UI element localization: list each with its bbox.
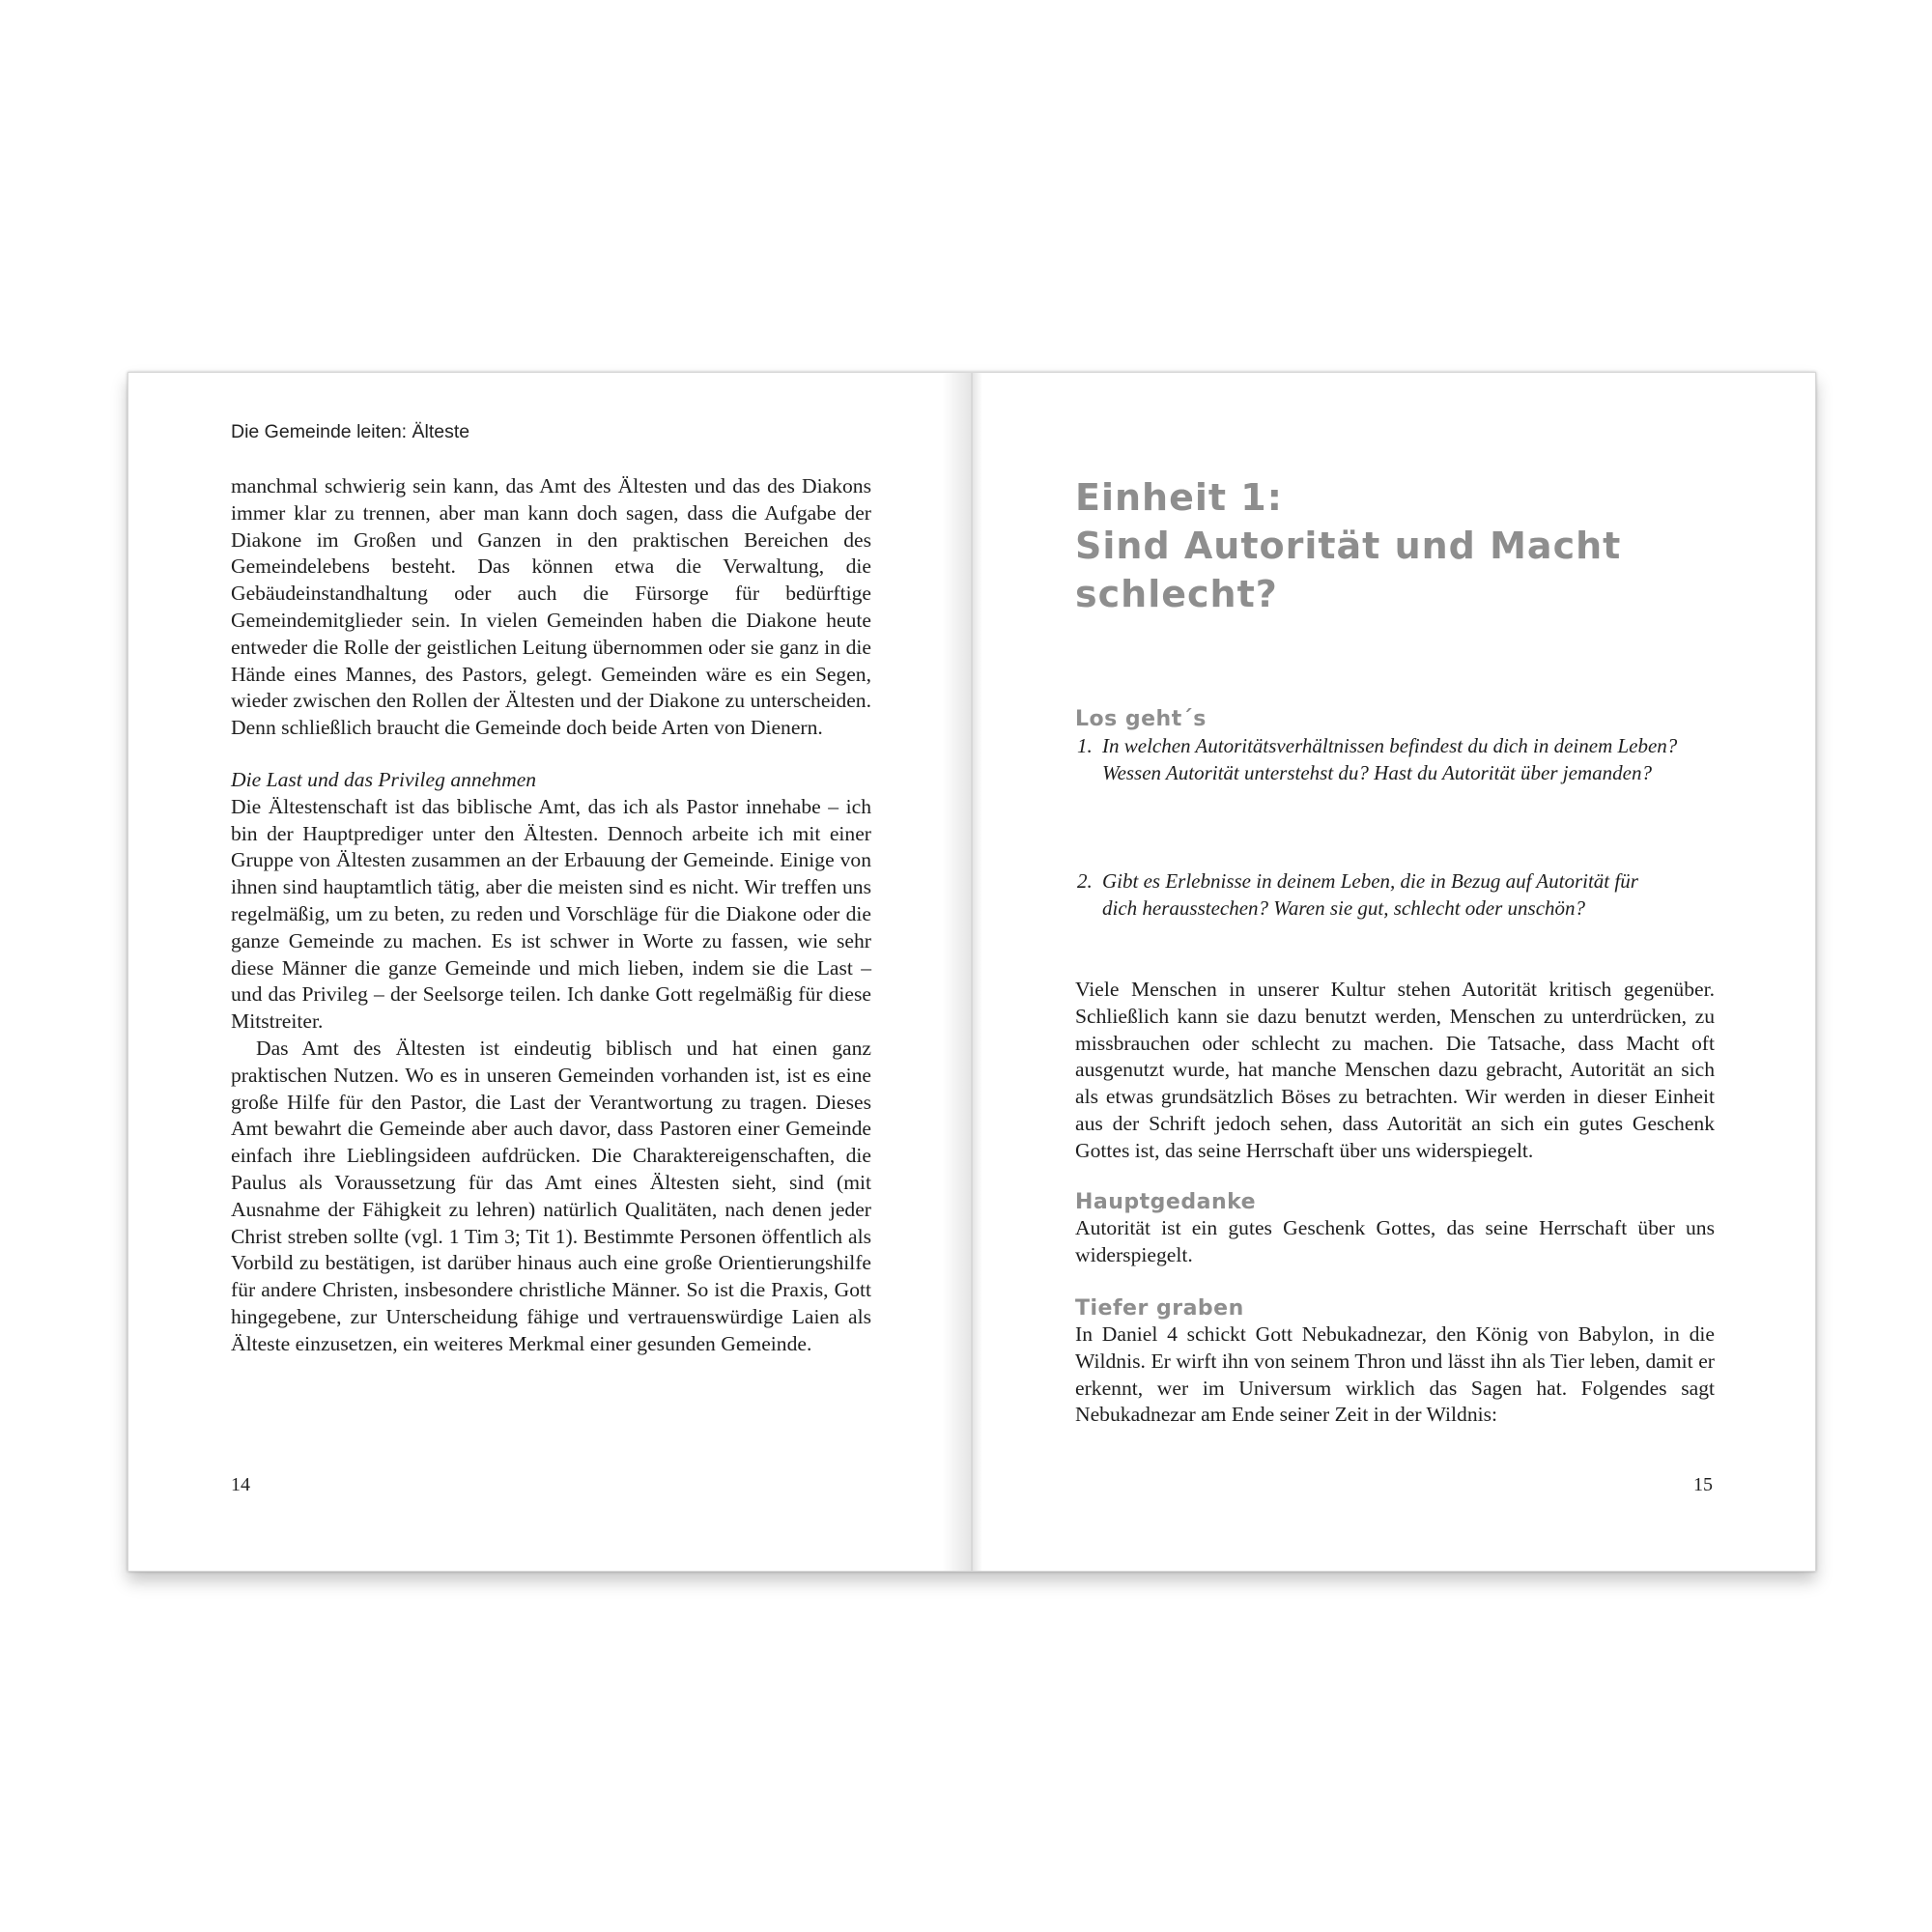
section-heading: Hauptgedanke	[1075, 1190, 1257, 1214]
question-list	[1075, 732, 1715, 922]
book-spread	[128, 372, 1816, 1572]
section-heading: Tiefer graben	[1075, 1296, 1244, 1321]
question-text: dich herausstechen? Waren sie gut, schlecht oder unschön?	[1102, 896, 1586, 920]
gutter-shadow	[942, 373, 971, 1571]
right-page	[972, 372, 1816, 1572]
page-number: 15	[1693, 1474, 1713, 1495]
paragraph: Die Ältestenschaft ist das biblische Amt, das ich als Pastor innehabe – ich bin der Hauptprediger unter den Ältesten. Dennoch arbeite ich mit einer Gruppe von Ältesten zusammen an der Erbauung der Gemeinde. Einige von ihnen sind hauptamtlich tätig, aber die meisten sind es nicht. Wir treffen uns regelmäßig, um zu beten, zu reden und Vorschläge für die Diakone oder die ganze Gemeinde zu machen. Es ist schwer in Worte zu fassen, wie sehr diese Männer die ganze Gemeinde und mich lieben, indem sie die Last – und das Privileg – der Seelsorge teilen. Ich danke Gott regelmäßig für diese Mitstreiter.	[231, 794, 871, 1034]
dig-deeper-text: In Daniel 4 schickt Gott Nebukadnezar, den König von Babylon, in die Wildnis. Er wirft ihn von seinem Thron und lässt ihn als Tier leben, damit er erkennt, wer im Universum wirklich das Sagen hat. Folgendes sagt Nebukadnezar am Ende seiner Zeit in der Wildnis:	[1075, 1322, 1715, 1427]
left-body-text	[231, 473, 871, 1358]
paragraph: Das Amt des Ältesten ist eindeutig biblisch und hat einen ganz praktischen Nutzen. Wo es in unseren Gemeinden vorhanden ist, ist es eine große Hilfe für den Pastor, die Last der Verantwortung zu tragen. Dieses Amt bewahrt die Gemeinde aber auch davor, dass Pastoren einer Gemeinde einfach ihre Lieblingsideen aufdrücken. Die Charaktereigenschaften, die Paulus als Voraussetzung für das Amt eines Ältesten sieht, sind (mit Ausnahme der Fähigkeit zu lehren) natürlich Qualitäten, nach denen jeder Christ streben sollte (vgl. 1 Tim 3; Tit 1). Bestimmte Personen öffentlich als Vorbild zu bestätigen, ist darüber hinaus auch eine große Orientierungshilfe für andere Christen, insbesondere christliche Männer. So ist die Praxis, Gott hingegebene, zur Unterscheidung fähige und vertrauenswürdige Laien als Älteste einzusetzen, ein weiteres Merkmal einer gesunden Gemeinde.	[231, 1036, 871, 1355]
question-text: Wessen Autorität unterstehst du? Hast du Autorität über jemanden?	[1102, 761, 1652, 784]
title-line: Sind Autorität und Macht	[1075, 525, 1622, 567]
question-text: In welchen Autoritätsverhältnissen befindest du dich in deinem Leben?	[1102, 734, 1678, 757]
question-text: Gibt es Erlebnisse in deinem Leben, die in Bezug auf Autorität für	[1102, 869, 1638, 893]
section-heading: Los geht´s	[1075, 707, 1207, 731]
question-number: 1.	[1077, 734, 1093, 757]
left-page	[128, 372, 972, 1572]
question-item	[1075, 867, 1715, 922]
question-item	[1075, 732, 1715, 786]
title-line: Einheit 1:	[1075, 476, 1283, 519]
question-number: 2.	[1077, 869, 1093, 893]
page-number: 14	[231, 1474, 250, 1495]
section-hauptgedanke	[1075, 1190, 1715, 1269]
section-subheading: Die Last und das Privileg annehmen	[231, 767, 537, 791]
paragraph: manchmal schwierig sein kann, das Amt des Ältesten und das des Diakons immer klar zu trennen, aber man kann doch sagen, dass die Aufgabe der Diakone im Großen und Ganzen in den praktischen Bereichen des Gemeindelebens besteht. Das können etwa die Verwaltung, die Gebäudeinstandhaltung oder auch die Fürsorge für bedürftige Gemeindemitglieder sein. In vielen Gemeinden haben die Diakone heute entweder die Rolle der geistlichen Leitung übernommen oder sie ganz in die Hände eines Mannes, des Pastors, gelegt. Gemeinden wäre es ein Segen, wieder zwischen den Rollen der Ältesten und der Diakone zu unterscheiden. Denn schließlich braucht die Gemeinde doch beide Arten von Dienern.	[231, 474, 871, 740]
title-line: schlecht?	[1075, 573, 1278, 615]
gutter-shadow	[973, 373, 982, 1571]
section-los-gehts	[1075, 707, 1715, 922]
section-tiefer-graben	[1075, 1296, 1715, 1429]
running-head: Die Gemeinde leiten: Älteste	[231, 421, 470, 442]
unit-title	[1075, 473, 1621, 618]
main-idea-text: Autorität ist ein gutes Geschenk Gottes, das seine Herrschaft über uns widerspiegelt.	[1075, 1216, 1715, 1266]
intro-paragraph: Viele Menschen in unserer Kultur stehen Autorität kritisch gegenüber. Schließlich kann sie dazu benutzt werden, Menschen zu unterdrücken, zu missbrauchen oder schlecht zu machen. Die Tatsache, dass Macht oft ausgenutzt wurde, hat manche Menschen dazu gebracht, Autorität an sich als etwas grundsätzlich Böses zu betrachten. Wir werden in dieser Einheit aus der Schrift jedoch sehen, dass Autorität an sich ein gutes Geschenk Gottes ist, das seine Herrschaft über uns widerspiegelt.	[1075, 978, 1715, 1162]
